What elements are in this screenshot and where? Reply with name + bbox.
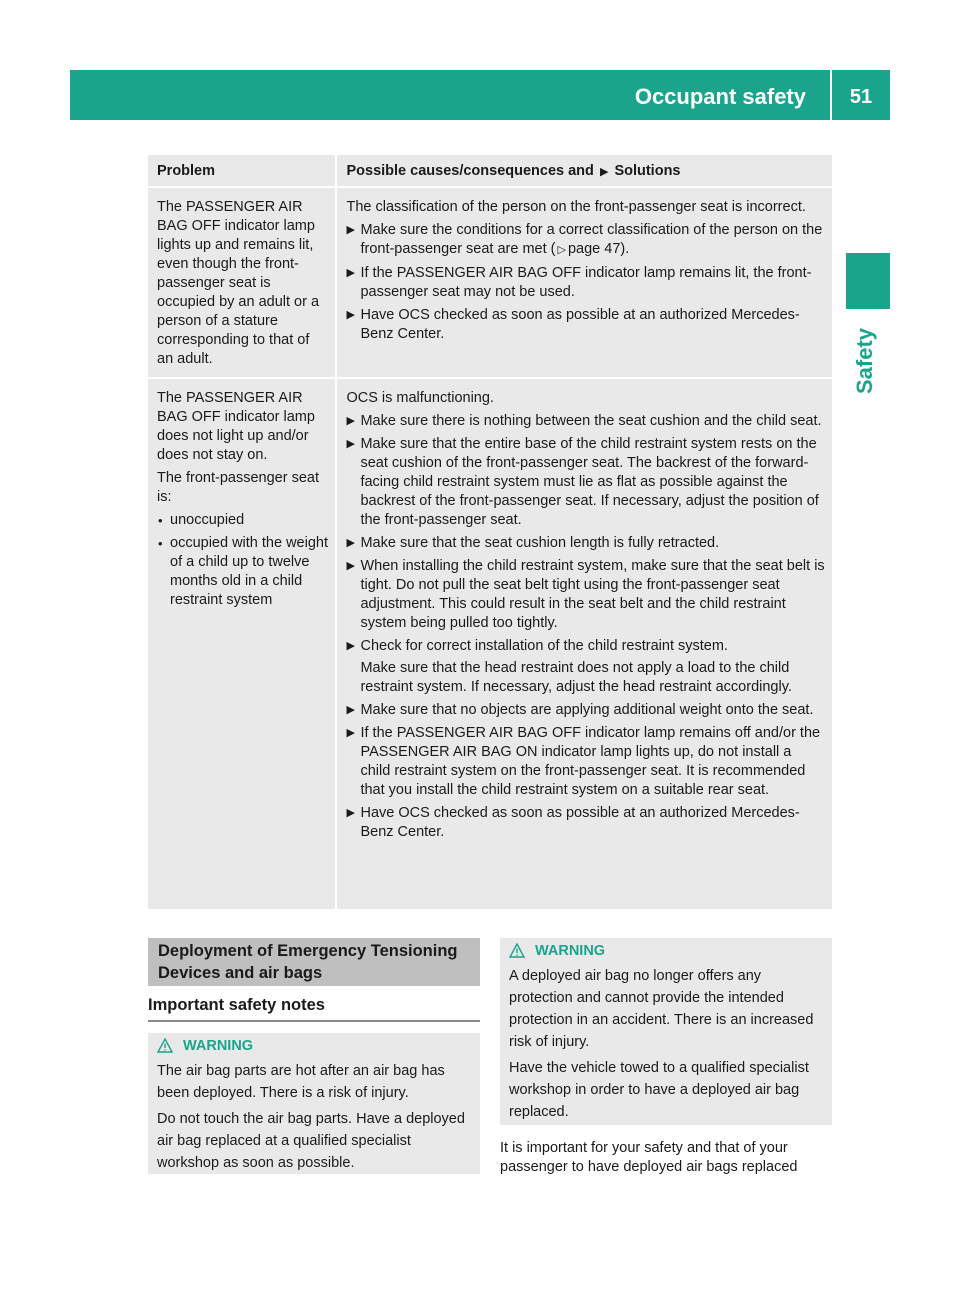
solution-step: ▶ Check for correct installation of the child restraint system. Make sure that the head restraint does not apply a load to the child restraint system. If necessary, adjust the head restraint accordingly. (346, 637, 825, 697)
table-header (148, 155, 832, 186)
warning-text: Have the vehicle towed to a qualified specialist workshop in order to have a deployed air bag replaced. (509, 1060, 809, 1120)
solution-cell: OCS is malfunctioning. ▶ Make sure there is nothing between the seat cushion and the child seat. ▶ Make sure that the entire base of the child restraint system rests on the seat cushion of the front-passenger seat. The backrest of the forward-facing child restraint system must lie as flat as possible against the backrest of the front-passenger seat. If necessary, adjust the position of the front-passenger seat. ▶ Make sure that the seat cushion length is fully retracted. ▶ When installing the child restraint system, make sure that the seat belt is tight. Do not pull the seat belt tight using the front-passenger seat adjustment. This could result in the seat belt and the child restraint system being pulled too tightly. ▶ Check for correct installation of the child restraint system. Make sure that the head restraint does not apply a load to the child restraint system. If necessary, adjust the head restraint accordingly. ▶ Make sure that no objects are applying additional weight onto the seat. ▶ If the PASSENGER AIR BAG OFF indicator lamp remains off and/or the PASSENGER AIR BAG ON indicator lamp lights up, do not install a child restraint system on the front-passenger seat. It is recommended that you install the child restraint system on a suitable rear seat. ▶ Have OCS checked as soon as possible at an authorized Mercedes-Benz Center. (337, 379, 832, 909)
troubleshooting-table (148, 155, 832, 909)
bullet-icon: • (158, 536, 163, 551)
step-arrow-icon: ▶ (346, 640, 355, 652)
header-problem: Problem (148, 155, 335, 186)
solution-step: ▶ If the PASSENGER AIR BAG OFF indicator lamp remains lit, the front-passenger seat may not be used. (346, 265, 812, 300)
step-note: Make sure that the head restraint does not apply a load to the child restraint system. If necessary, adjust the head restraint accordingly. (360, 660, 792, 695)
solution-step: ▶ Make sure there is nothing between the seat cushion and the child seat. (346, 413, 822, 429)
step-arrow-icon: ▶ (346, 807, 355, 819)
page-header (70, 70, 890, 120)
solution-step: ▶ If the PASSENGER AIR BAG OFF indicator lamp remains off and/or the PASSENGER AIR BAG ON indicator lamp lights up, do not install a child restraint system on the front-passenger seat. It is recommended that you install the child restraint system on a suitable rear seat. (346, 725, 821, 798)
list-item: • occupied with the weight of a child up to twelve months old in a child restraint system (158, 535, 328, 608)
warning-text: The air bag parts are hot after an air bag has been deployed. There is a risk of injury. (157, 1063, 445, 1101)
solution-step: ▶ Make sure that no objects are applying additional weight onto the seat. (346, 702, 814, 718)
solution-step: ▶ When installing the child restraint system, make sure that the seat belt is tight. Do not pull the seat belt tight using the front-passenger seat adjustment. This could result in the seat belt and the child restraint system being pulled too tightly. (346, 558, 825, 631)
side-tab-label: Safety (852, 327, 877, 394)
step-arrow-icon: ▶ (346, 560, 355, 572)
step-arrow-icon: ▶ (346, 727, 355, 739)
page-number: 51 (849, 86, 873, 108)
chapter-title: Occupant safety (634, 84, 806, 109)
step-arrow-icon: ▶ (346, 537, 355, 549)
step-arrow-icon: ▶ (346, 415, 355, 427)
warning-heading: WARNING (157, 1035, 473, 1057)
solution-step: ▶ Have OCS checked as soon as possible at an authorized Mercedes-Benz Center. (346, 805, 800, 840)
warning-triangle-icon (509, 943, 525, 958)
problem-cell: The PASSENGER AIR BAG OFF indicator lamp does not light up and/or does not stay on. The front-passenger seat is: • unoccupied • occupied with the weight of a child up to twelve months old in a child restraint system (148, 379, 335, 909)
play-arrow-icon: ▶ (599, 166, 609, 178)
problem-cell: The PASSENGER AIR BAG OFF indicator lamp lights up and remains lit, even though the front-passenger seat is occupied by an adult or a person of a stature corresponding to that of an adult. (148, 188, 335, 377)
warning-text: A deployed air bag no longer offers any protection and cannot provide the intended protection in an accident. There is an increased risk of injury. (509, 968, 814, 1050)
header-solutions: Possible causes/consequences and ▶ Solutions (337, 155, 832, 186)
solution-step: ▶ Make sure that the seat cushion length is fully retracted. (346, 535, 720, 551)
warning-box (500, 938, 832, 1125)
bullet-icon: • (158, 513, 163, 528)
solution-step: ▶ Make sure the conditions for a correct classification of the person on the front-passenger seat are met ( ▷ page 47). (346, 221, 825, 260)
step-arrow-icon: ▶ (346, 224, 355, 236)
step-arrow-icon: ▶ (346, 438, 355, 450)
warning-heading: WARNING (509, 940, 825, 962)
warning-box (148, 1033, 480, 1174)
warning-triangle-icon (157, 1038, 173, 1053)
list-item: • unoccupied (158, 512, 245, 528)
page-ref-icon: ▷ (557, 244, 566, 256)
subsection-title: Important safety notes (148, 996, 480, 1022)
step-arrow-icon: ▶ (346, 309, 355, 321)
solution-step: ▶ Have OCS checked as soon as possible at an authorized Mercedes-Benz Center. (346, 307, 800, 342)
step-arrow-icon: ▶ (346, 267, 355, 279)
body-paragraph: It is important for your safety and that of your passenger to have deployed air bags replaced (500, 1140, 798, 1175)
warning-text: Do not touch the air bag parts. Have a deployed air bag replaced at a qualified specialist workshop as soon as possible. (157, 1111, 465, 1171)
side-tab-marker (846, 253, 890, 309)
section-title: Deployment of Emergency Tensioning Devices and air bags (148, 938, 480, 986)
solution-step: ▶ Make sure that the entire base of the child restraint system rests on the seat cushion of the front-passenger seat. The backrest of the forward-facing child restraint system must lie as flat as possible against the backrest of the front-passenger seat. If necessary, adjust the position of the front-passenger seat. (346, 436, 819, 528)
step-arrow-icon: ▶ (346, 704, 355, 716)
table-row (148, 188, 832, 377)
solution-cell: The classification of the person on the front-passenger seat is incorrect. ▶ Make sure the conditions for a correct classification of the person on the front-passenger seat are met ( ▷ page 47). ▶ If the PASSENGER AIR BAG OFF indicator lamp remains lit, the front-passenger seat may not be used. ▶ Have OCS checked as soon as possible at an authorized Mercedes-Benz Center. (337, 188, 832, 377)
table-row (148, 379, 832, 909)
